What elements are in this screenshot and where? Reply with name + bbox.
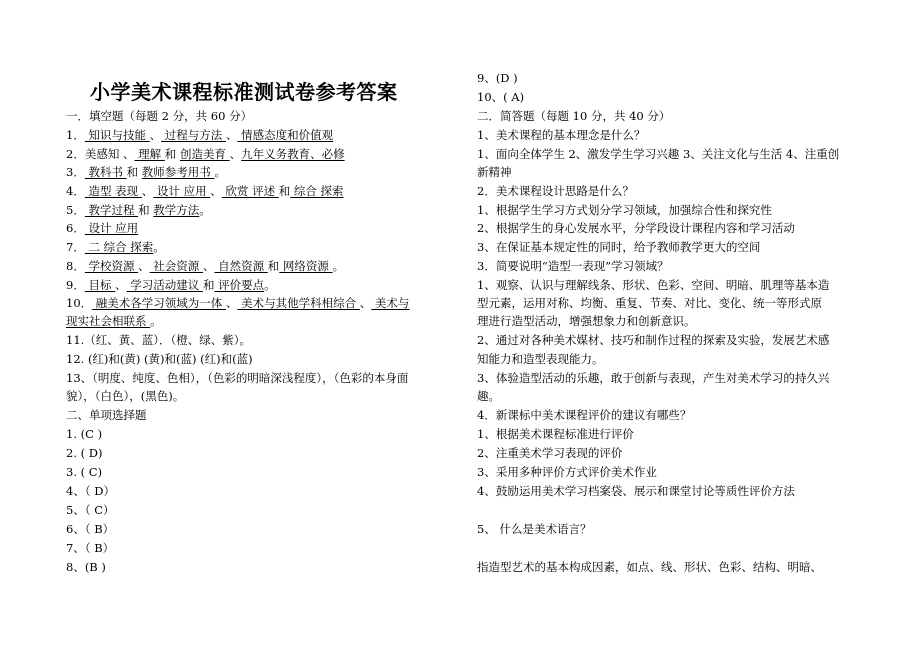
answer-line: 4、鼓励运用美术学习档案袋、展示和课堂讨论等质性评价方法 <box>477 484 795 498</box>
answer-6: 6． 设计 应用 <box>66 221 139 235</box>
answer-line: 3、在保证基本规定性的同时，给予教师教学更大的空间 <box>477 240 761 254</box>
choice-answer: 6、（ B） <box>66 522 115 536</box>
answer-line: 新精神 <box>477 165 512 179</box>
choice-answer: 2. ( D) <box>66 446 103 460</box>
choice-answer: 10、( A) <box>477 90 525 104</box>
answer-line: 2、根据学生的身心发展水平，分学段设计课程内容和学习活动 <box>477 221 795 235</box>
answer-1: 1． 知识与技能 、 过程与方法 、 情感态度和价值观 <box>66 128 334 142</box>
choice-answer: 1. (C ) <box>66 427 103 441</box>
choice-answer: 5、（ C） <box>66 503 115 517</box>
answer-8: 8． 学校资源 、 社会资源 、 自然资源 和 网络资源 。 <box>66 259 345 273</box>
answer-7: 7． 二 综合 探索。 <box>66 240 165 254</box>
answer-4: 4． 造型 表现 、 设计 应用 、 欣赏 评述 和 综合 探索 <box>66 184 344 198</box>
answer-9: 9． 目标 、 学习活动建议 和 评价要点。 <box>66 278 276 292</box>
choice-answer: 3. ( C) <box>66 465 103 479</box>
answer-line: 理进行造型活动，增强想象力和创新意识。 <box>477 314 696 328</box>
section-short-answer-heading: 二．简答题（每题 10 分，共 40 分） <box>477 109 671 123</box>
answer-13-cont: 貌），（白色），(黑色)。 <box>66 389 185 403</box>
answer-3: 3． 教科书 和 教师参考用书 。 <box>66 165 226 179</box>
answer-line: 1、观察、认识与理解线条、形状、色彩、空间、明暗、肌理等基本造 <box>477 278 830 292</box>
answer-12: 12. (红)和(黄) (黄)和(蓝) (红)和(蓝) <box>66 352 253 366</box>
question-line: 4．新课标中美术课程评价的建议有哪些？ <box>477 408 692 422</box>
answer-line: 1、根据学生学习方式划分学习领域，加强综合性和探究性 <box>477 203 772 217</box>
answer-line: 3、体验造型活动的乐趣，敢于创新与表现，产生对美术学习的持久兴 <box>477 371 830 385</box>
page-title: 小学美术课程标准测试卷参考答案 <box>90 80 398 104</box>
question-line: 1、美术课程的基本理念是什么？ <box>477 128 646 142</box>
question-line: 3．简要说明“造型一表现”学习领域？ <box>477 259 669 273</box>
choice-answer: 9、(D ) <box>477 71 518 85</box>
section-choice-heading: 二、单项选择题 <box>66 408 147 422</box>
answer-line: 趣。 <box>477 389 500 403</box>
answer-line: 3、采用多种评价方式评价美术作业 <box>477 465 657 479</box>
answer-5: 5． 教学过程 和 教学方法。 <box>66 203 211 217</box>
answer-line: 1、面向全体学生 2、激发学生学习兴趣 3、关注文化与生活 4、注重创 <box>477 147 840 161</box>
answer-line: 1、根据美术课程标准进行评价 <box>477 427 634 441</box>
answer-line: 2、注重美术学习表现的评价 <box>477 446 623 460</box>
section-fill-in-heading: 一．填空题（每题 2 分，共 60 分） <box>66 109 253 123</box>
answer-10-cont: 现实社会相联系 。 <box>66 314 162 328</box>
answer-line: 型元素，运用对称、均衡、重复、节奏、对比、变化、统一等形式原 <box>477 296 822 310</box>
choice-answer: 8、(B ) <box>66 560 106 574</box>
answer-2: 2．美感知 、 理解 和 创造美育 、九年义务教育、必修 <box>66 147 345 161</box>
choice-answer: 4、（ D） <box>66 484 115 498</box>
answer-13: 13、（明度、纯度、色相），（色彩的明暗深浅程度），（色彩的本身面 <box>66 371 409 385</box>
answer-line: 指造型艺术的基本构成因素，如点、线、形状、色彩、结构、明暗、 <box>477 560 822 574</box>
question-line: 5、 什么是美术语言？ <box>477 522 592 536</box>
answer-line: 2、通过对各种美术媒材、技巧和制作过程的探索及实验，发展艺术感 <box>477 333 830 347</box>
answer-11: 11.（红、黄、蓝）．（橙、绿、紫）。 <box>66 333 252 347</box>
answer-line: 知能力和造型表现能力。 <box>477 352 604 366</box>
question-line: 2．美术课程设计思路是什么？ <box>477 184 634 198</box>
choice-answer: 7、（ B） <box>66 541 115 555</box>
answer-10: 10． 融美术各学习领域为一体 、 美术与其他学科相综合 、 美术与 <box>66 296 410 310</box>
